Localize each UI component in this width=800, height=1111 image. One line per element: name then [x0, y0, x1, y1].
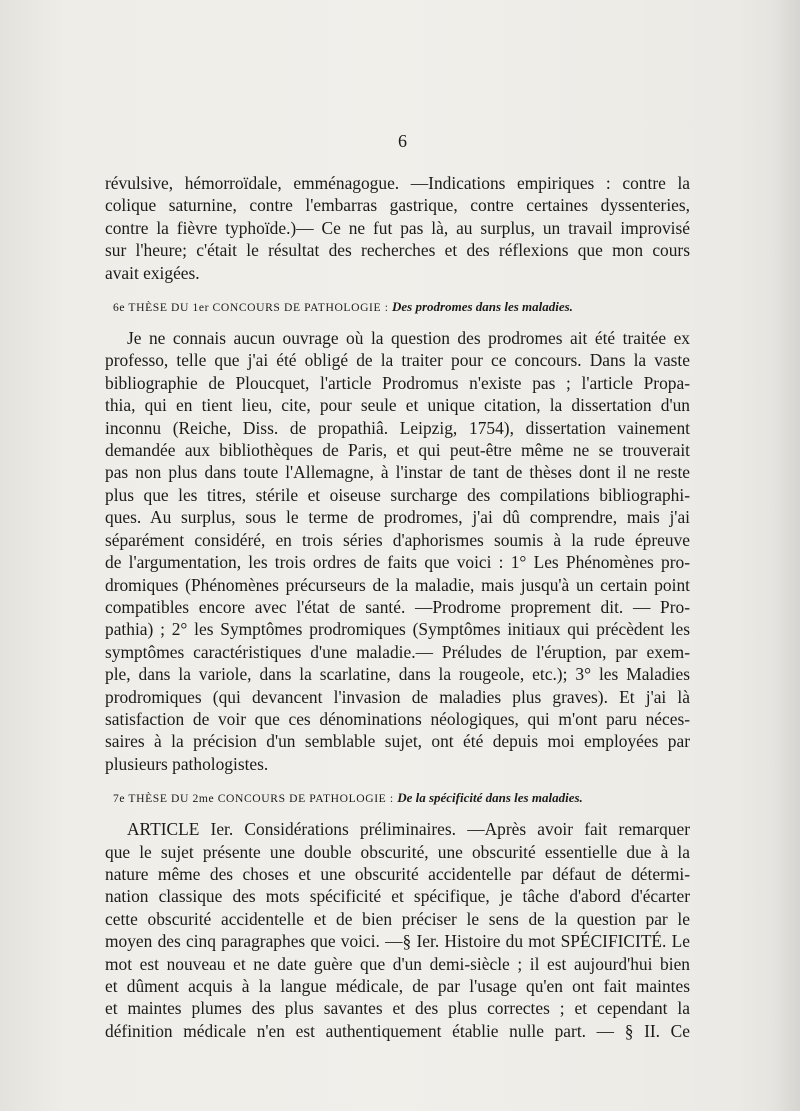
text-line: nature même des choses et une obscurité accidentelle par défaut de détermi-	[105, 863, 690, 884]
text-line: compatibles encore avec l'état de santé. —Prodrome proprement dit. — Pro-	[105, 596, 690, 617]
text-line: moyen des cinq paragraphes que voici. —§ Ier. Histoire du mot SPÉCIFICITÉ. Le	[105, 931, 690, 952]
text-line: cette obscurité accidentelle et de bien préciser le sens de la question par le	[105, 908, 690, 929]
heading-caps: 6e THÈSE DU 1er CONCOURS DE PATHOLOGIE :	[113, 301, 393, 315]
text-line: ple, dans la variole, dans la scarlatine, dans la rougeole, etc.); 3° les Maladies	[105, 664, 690, 685]
text-line: mot est nouveau et ne date guère que d'un demi-siècle ; il est aujourd'hui bien	[105, 953, 690, 974]
text-line: inconnu (Reiche, Diss. de propathiâ. Leipzig, 1754), dissertation vainement	[105, 417, 690, 438]
text-line: plus que les titres, stérile et oiseuse surcharge des compilations bibliographi-	[105, 484, 690, 505]
text-line: de l'argumentation, les trois ordres de faits que voici : 1° Les Phénomènes pro-	[105, 552, 690, 573]
text-line: saires à la précision d'un semblable sujet, ont été depuis moi employées par	[105, 731, 690, 752]
text-line: symptômes caractéristiques d'une maladie.— Préludes de l'éruption, par exem-	[105, 641, 690, 662]
heading-title: Des prodromes dans les maladies.	[392, 299, 573, 315]
text-line: nation classique des mots spécificité et spécifique, je tâche d'abord d'écarter	[105, 886, 690, 907]
heading-caps: 7e THÈSE DU 2me CONCOURS DE PATHOLOGIE :	[113, 792, 398, 806]
text-line: Je ne connais aucun ouvrage où la question des prodromes ait été traitée ex	[127, 328, 690, 349]
page-number: 6	[398, 131, 407, 151]
text-line: dromiques (Phénomènes précurseurs de la maladie, mais jusqu'à un certain point	[105, 574, 690, 595]
text-block	[105, 130, 690, 1042]
text-line: et dûment acquis à la langue médicale, de par l'usage qu'en ont fait maintes	[105, 976, 690, 996]
text-line: avait exigées.	[105, 262, 200, 283]
text-line: et maintes plumes des plus savantes et des plus correctes ; et cependant la	[105, 998, 690, 1019]
intro-paragraph	[105, 172, 690, 284]
section-heading-6	[113, 298, 690, 317]
text-line: bibliographie de Ploucquet, l'article Prodromus n'existe pas ; l'article Propa-	[105, 372, 690, 393]
text-line: pas non plus dans toute l'Allemagne, à l'instar de tant de thèses dont il ne reste	[105, 462, 690, 483]
text-line: ARTICLE Ier. Considérations préliminaires. —Après avoir fait remarquer	[127, 819, 690, 840]
heading-title: De la spécificité dans les maladies.	[397, 790, 583, 806]
text-line: séparément considéré, en trois séries d'aphorismes soumis à la rude épreuve	[105, 529, 690, 550]
text-line: professo, telle que j'ai été obligé de la traiter pour ce concours. Dans la vaste	[105, 350, 690, 371]
text-line: prodromiques (qui devancent l'invasion de maladies plus graves). Et j'ai là	[105, 686, 690, 707]
text-line: ques. Au surplus, sous le terme de prodromes, j'ai dû comprendre, mais j'ai	[105, 507, 690, 528]
text-line: demandée aux bibliothèques de Paris, et qui peut-être même ne se trouverait	[105, 440, 690, 461]
section-6-paragraph	[105, 327, 690, 775]
text-line: que le sujet présente une double obscurité, une obscurité essentielle due à la	[105, 841, 690, 862]
text-line: contre la fièvre typhoïde.)— Ce ne fut pas là, au surplus, un travail improvisé	[105, 217, 690, 238]
text-line: sur l'heure; c'était le résultat des recherches et des réflexions que mon cours	[105, 240, 690, 261]
text-line: pathia) ; 2° les Symptômes prodromiques (Symptômes initiaux qui précèdent les	[105, 619, 690, 640]
text-line: satisfaction de voir que ces dénominations néologiques, qui m'ont paru néces-	[105, 708, 690, 729]
text-line: plusieurs pathologistes.	[105, 753, 269, 774]
page-edge-shadow	[772, 0, 800, 1111]
text-line: révulsive, hémorroïdale, emménagogue. —Indications empiriques : contre la	[105, 173, 690, 193]
section-heading-7	[113, 789, 690, 808]
text-line: définition médicale n'en est authentiquement établie nulle part. — § II. Ce	[105, 1020, 690, 1041]
section-7-paragraph	[105, 818, 690, 1042]
text-line: colique saturnine, contre l'embarras gastrique, contre certaines dyssenteries,	[105, 195, 690, 216]
text-line: thia, qui en tient lieu, cite, pour seule et unique citation, la dissertation d'un	[105, 395, 690, 416]
